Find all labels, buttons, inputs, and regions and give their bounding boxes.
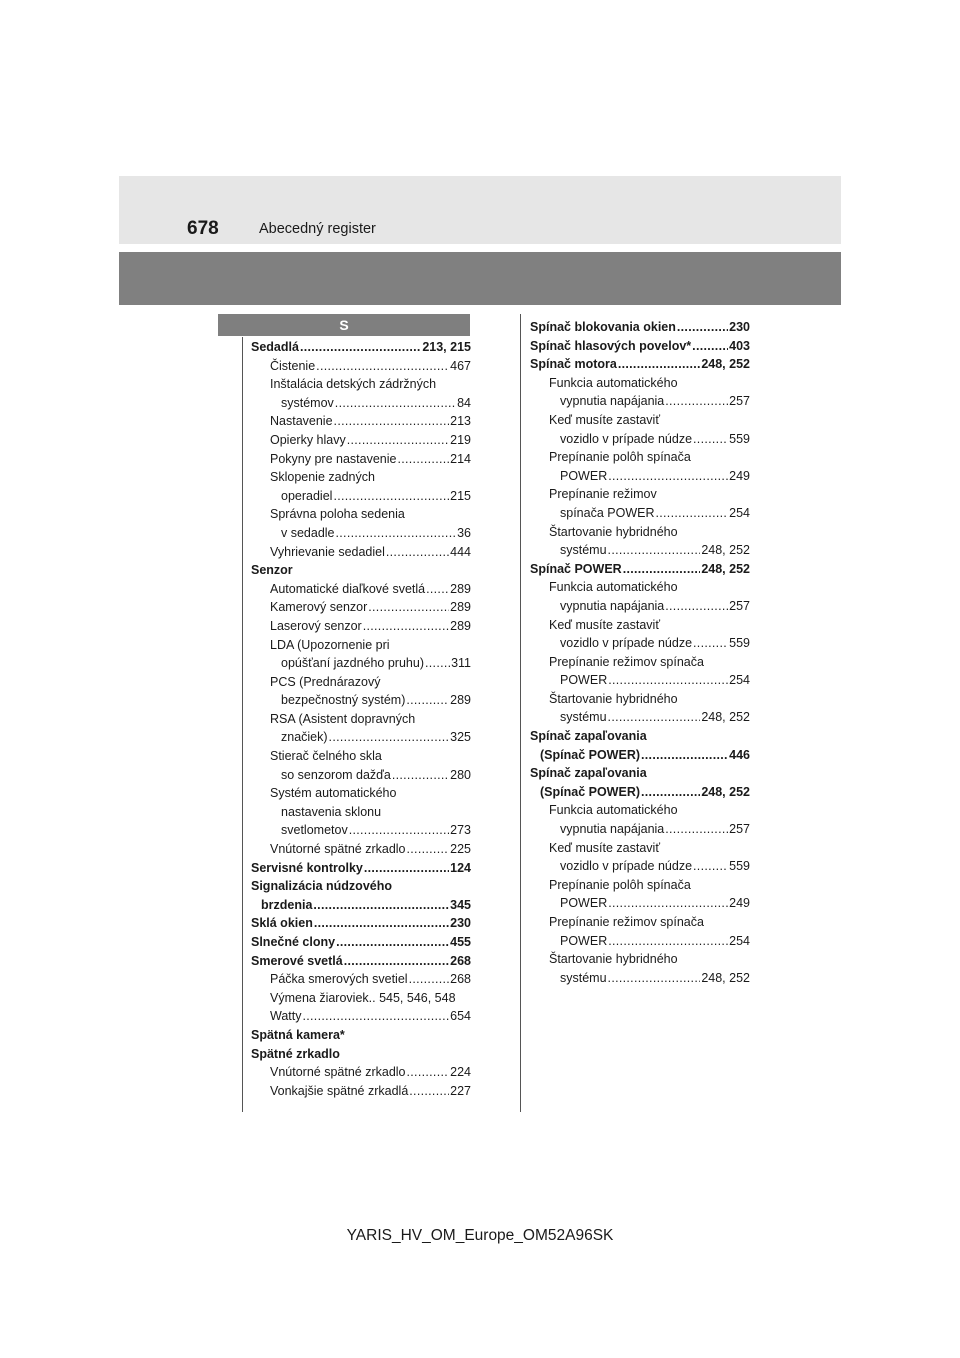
index-entry	[251, 1007, 471, 1026]
entry-term: Spínač blokovania okien	[530, 320, 676, 334]
dot-leader	[344, 952, 449, 971]
column-divider-right	[520, 314, 521, 1112]
dot-leader	[349, 821, 449, 840]
dot-leader	[425, 654, 450, 673]
index-entry	[530, 448, 750, 467]
entry-term: Systém automatického	[270, 786, 397, 801]
index-entry	[251, 673, 471, 692]
entry-term: vypnutia napájania	[560, 822, 665, 837]
index-entry	[530, 616, 750, 635]
dot-leader	[693, 430, 728, 449]
entry-page-ref: 213, 215	[422, 340, 471, 354]
dot-leader	[618, 355, 701, 374]
index-entry	[251, 914, 471, 933]
index-entry	[251, 617, 471, 636]
index-entry	[251, 766, 471, 785]
entry-term: vozidlo v prípade núdze	[560, 636, 693, 651]
index-entry	[251, 375, 471, 394]
index-entry	[530, 932, 750, 951]
entry-page-ref: 124	[450, 860, 471, 875]
entry-term: Prepínanie režimov	[549, 487, 657, 502]
entry-term: Čistenie	[270, 358, 316, 373]
index-entry	[530, 504, 750, 523]
entry-term: Inštalácia detských zádržných	[270, 377, 437, 392]
entry-term: Automatické diaľkové svetlá	[270, 581, 426, 596]
index-entry	[530, 355, 750, 374]
index-entry	[251, 412, 471, 431]
dot-leader	[665, 392, 728, 411]
entry-term: systémov	[281, 395, 334, 410]
index-entry	[251, 747, 471, 766]
entry-term: Vnútorné spätné zrkadlo	[270, 1065, 406, 1080]
dot-leader	[641, 783, 700, 802]
index-entry	[530, 764, 750, 783]
entry-page-ref: 289	[450, 600, 471, 615]
entry-term: Funkcia automatického	[549, 580, 678, 595]
entry-term: Signalizácia núdzového	[251, 879, 392, 894]
index-entry	[530, 876, 750, 895]
entry-term: Spínač zapaľovania	[530, 729, 647, 744]
section-title: Abecedný register	[259, 221, 376, 237]
index-entry	[530, 337, 750, 356]
entry-term: vypnutia napájania	[560, 394, 665, 409]
dot-leader	[623, 560, 701, 579]
index-entry	[530, 727, 750, 746]
dot-leader	[316, 357, 449, 376]
entry-page-ref: 213	[450, 414, 471, 429]
entry-term: Spínač zapaľovania	[530, 766, 647, 781]
entry-term: operadiel	[281, 488, 333, 503]
entry-term: LDA (Upozornenie pri	[270, 637, 390, 652]
index-entry	[530, 541, 750, 560]
dot-leader	[655, 504, 728, 523]
index-entry	[530, 746, 750, 765]
index-entry	[530, 653, 750, 672]
index-entry	[530, 467, 750, 486]
entry-term: Výmena žiaroviek.. 545, 546, 548	[270, 990, 456, 1005]
index-entry	[530, 839, 750, 858]
entry-term: Servisné kontrolky	[251, 860, 363, 875]
dot-leader	[608, 708, 701, 727]
index-entry	[530, 913, 750, 932]
dot-leader	[363, 617, 449, 636]
entry-term: opúšťaní jazdného pruhu)	[281, 656, 424, 671]
index-entry	[530, 690, 750, 709]
header-bar	[119, 252, 841, 305]
entry-page-ref: 227	[450, 1083, 471, 1098]
dot-leader	[665, 597, 728, 616]
dot-leader	[608, 671, 728, 690]
entry-term: so senzorom dažďa	[281, 767, 391, 782]
entry-term: Keď musíte zastaviť	[549, 840, 661, 855]
index-entry	[530, 894, 750, 913]
entry-term: spínača POWER	[560, 505, 655, 520]
entry-page-ref: 215	[450, 488, 471, 503]
entry-term: Smerové svetlá	[251, 953, 343, 968]
entry-term: Watty	[270, 1009, 302, 1024]
entry-page-ref: 249	[729, 468, 750, 483]
entry-page-ref: 257	[729, 822, 750, 837]
index-entry	[251, 357, 471, 376]
entry-term: Štartovanie hybridného	[549, 524, 678, 539]
dot-leader	[692, 337, 728, 356]
entry-term: Kamerový senzor	[270, 600, 368, 615]
index-entry	[251, 338, 471, 357]
entry-page-ref: 403	[729, 338, 750, 353]
dot-leader	[313, 896, 449, 915]
entry-term: Sklopenie zadných	[270, 470, 375, 485]
page-number: 678	[187, 218, 219, 239]
index-entry	[251, 1045, 471, 1064]
entry-term: systému	[560, 970, 607, 985]
index-entry	[251, 952, 471, 971]
entry-page-ref: 219	[450, 432, 471, 447]
dot-leader	[336, 524, 457, 543]
entry-page-ref: 311	[451, 656, 471, 671]
entry-term: Páčka smerových svetiel	[270, 972, 408, 987]
dot-leader	[608, 894, 728, 913]
entry-term: Senzor	[251, 563, 293, 578]
entry-term: Štartovanie hybridného	[549, 952, 678, 967]
entry-term: Sedadlá	[251, 340, 299, 354]
entry-page-ref: 654	[450, 1009, 471, 1024]
dot-leader	[300, 338, 421, 357]
dot-leader	[608, 467, 728, 486]
entry-term: bezpečnostný systém)	[281, 693, 406, 708]
entry-page-ref: 273	[450, 823, 471, 838]
index-entry	[530, 801, 750, 820]
entry-page-ref: 268	[450, 972, 471, 987]
entry-term: Prepínanie polôh spínača	[549, 450, 691, 465]
index-entry	[251, 394, 471, 413]
entry-page-ref: 345	[450, 897, 471, 912]
index-entry	[251, 1082, 471, 1101]
entry-page-ref: 224	[450, 1065, 471, 1080]
entry-page-ref: 254	[729, 673, 750, 688]
entry-term: (Spínač POWER)	[540, 784, 641, 799]
entry-term: POWER	[560, 468, 608, 483]
entry-page-ref: 455	[450, 935, 471, 949]
index-entry	[251, 468, 471, 487]
entry-term: Stierač čelného skla	[270, 749, 382, 764]
entry-term: Spínač POWER	[530, 561, 622, 576]
entry-term: v sedadle	[281, 525, 335, 540]
index-entry	[530, 392, 750, 411]
dot-leader	[364, 859, 449, 878]
entry-term: Prepínanie režimov spínača	[549, 654, 704, 669]
dot-leader	[397, 450, 449, 469]
entry-page-ref: 230	[450, 916, 471, 931]
index-entry	[251, 524, 471, 543]
index-entry	[251, 970, 471, 989]
entry-term: systému	[560, 710, 607, 725]
entry-term: vozidlo v prípade núdze	[560, 859, 693, 874]
entry-term: Funkcia automatického	[549, 803, 678, 818]
index-entry	[251, 840, 471, 859]
dot-leader	[329, 728, 450, 747]
dot-leader	[314, 914, 449, 933]
entry-term: POWER	[560, 896, 608, 911]
dot-leader	[335, 394, 456, 413]
index-entry	[530, 374, 750, 393]
dot-leader	[693, 634, 728, 653]
index-entry	[251, 803, 471, 822]
entry-page-ref: 214	[450, 451, 471, 466]
dot-leader	[665, 820, 728, 839]
letter-tab: S	[218, 314, 470, 336]
index-entry	[530, 485, 750, 504]
dot-leader	[392, 766, 449, 785]
entry-term: Vnútorné spätné zrkadlo	[270, 842, 406, 857]
entry-term: brzdenia	[261, 897, 313, 912]
index-entry	[530, 671, 750, 690]
dot-leader	[406, 691, 449, 710]
entry-term: svetlometov	[281, 823, 348, 838]
dot-leader	[336, 933, 449, 952]
entry-page-ref: 257	[729, 598, 750, 613]
entry-term: Laserový senzor	[270, 618, 362, 633]
entry-page-ref: 248, 252	[701, 543, 750, 558]
column-divider-left	[242, 337, 243, 1112]
header-band	[119, 176, 841, 244]
index-entry	[251, 636, 471, 655]
index-entry	[530, 578, 750, 597]
dot-leader	[409, 970, 450, 989]
entry-term: Slnečné clony	[251, 935, 336, 949]
index-entry	[251, 859, 471, 878]
index-entry	[530, 783, 750, 802]
entry-term: Nastavenie	[270, 414, 333, 429]
dot-leader	[608, 541, 701, 560]
entry-term: POWER	[560, 933, 608, 948]
index-column-left	[251, 338, 471, 1100]
entry-page-ref: 248, 252	[701, 970, 750, 985]
entry-term: Opierky hlavy	[270, 432, 346, 447]
entry-term: Keď musíte zastaviť	[549, 617, 661, 632]
dot-leader	[693, 857, 728, 876]
entry-term: RSA (Asistent dopravných	[270, 711, 416, 726]
index-entry	[251, 580, 471, 599]
index-entry	[251, 933, 471, 952]
entry-page-ref: 289	[450, 618, 471, 633]
entry-page-ref: 289	[450, 581, 471, 596]
entry-page-ref: 254	[729, 505, 750, 520]
index-entry	[251, 728, 471, 747]
entry-term: Spätná kamera*	[251, 1027, 345, 1042]
index-entry	[530, 411, 750, 430]
entry-page-ref: 325	[450, 730, 471, 745]
entry-page-ref: 444	[450, 544, 471, 559]
entry-term: Spätné zrkadlo	[251, 1046, 340, 1061]
index-entry	[251, 487, 471, 506]
entry-page-ref: 248, 252	[701, 784, 750, 799]
index-column-right	[530, 318, 750, 987]
entry-term: (Spínač POWER)	[540, 747, 641, 762]
entry-term: značiek)	[281, 730, 328, 745]
index-entry	[251, 821, 471, 840]
index-entry	[530, 950, 750, 969]
index-entry	[251, 691, 471, 710]
entry-page-ref: 248, 252	[701, 561, 750, 576]
index-entry	[530, 708, 750, 727]
dot-leader	[368, 598, 449, 617]
index-entry	[251, 877, 471, 896]
entry-term: PCS (Prednárazový	[270, 674, 381, 689]
dot-leader	[302, 1007, 449, 1026]
entry-term: Spínač motora	[530, 357, 617, 372]
index-entry	[530, 523, 750, 542]
index-entry	[251, 1026, 471, 1045]
entry-term: Prepínanie režimov spínača	[549, 915, 704, 929]
entry-page-ref: 230	[729, 320, 750, 334]
entry-page-ref: 559	[729, 431, 750, 446]
index-entry	[251, 505, 471, 524]
dot-leader	[426, 580, 449, 599]
dot-leader	[333, 487, 449, 506]
entry-term: Sklá okien	[251, 916, 313, 931]
entry-term: Funkcia automatického	[549, 375, 678, 390]
entry-term: Vonkajšie spätné zrkadlá	[270, 1083, 409, 1098]
dot-leader	[641, 746, 728, 765]
index-entry	[251, 784, 471, 803]
entry-page-ref: 248, 252	[701, 357, 750, 372]
index-entry	[530, 634, 750, 653]
index-entry	[530, 560, 750, 579]
entry-page-ref: 225	[450, 842, 471, 857]
entry-page-ref: 280	[450, 767, 471, 782]
dot-leader	[677, 318, 728, 337]
entry-term: Prepínanie polôh spínača	[549, 877, 691, 892]
index-entry	[251, 598, 471, 617]
index-entry	[251, 561, 471, 580]
dot-leader	[407, 840, 450, 859]
index-entry	[251, 431, 471, 450]
index-entry	[251, 543, 471, 562]
index-entry	[251, 710, 471, 729]
index-entry	[530, 857, 750, 876]
dot-leader	[407, 1063, 450, 1082]
entry-page-ref: 559	[729, 636, 750, 651]
index-entry	[251, 450, 471, 469]
entry-page-ref: 36	[457, 525, 471, 540]
dot-leader	[347, 431, 449, 450]
entry-page-ref: 84	[457, 395, 471, 410]
entry-term: Vyhrievanie sedadiel	[270, 544, 385, 559]
entry-page-ref: 446	[729, 747, 750, 762]
dot-leader	[386, 543, 449, 562]
index-entry	[530, 430, 750, 449]
entry-page-ref: 559	[729, 859, 750, 874]
entry-term: Spínač hlasových povelov*	[530, 338, 692, 353]
entry-page-ref: 289	[450, 693, 471, 708]
entry-term: POWER	[560, 673, 608, 688]
index-entry	[530, 597, 750, 616]
dot-leader	[409, 1082, 449, 1101]
entry-term: systému	[560, 543, 607, 558]
entry-term: vozidlo v prípade núdze	[560, 431, 693, 446]
index-entry	[251, 896, 471, 915]
dot-leader	[608, 932, 728, 951]
index-entry	[530, 318, 750, 337]
document-code: YARIS_HV_OM_Europe_OM52A96SK	[346, 1227, 614, 1244]
entry-page-ref: 249	[729, 896, 750, 911]
entry-term: Správna poloha sedenia	[270, 507, 405, 522]
dot-leader	[608, 969, 701, 988]
entry-page-ref: 257	[729, 394, 750, 409]
index-entry	[530, 969, 750, 988]
dot-leader	[334, 412, 450, 431]
entry-page-ref: 254	[729, 933, 750, 948]
entry-term: Keď musíte zastaviť	[549, 412, 661, 427]
entry-term: Štartovanie hybridného	[549, 691, 678, 706]
entry-term: nastavenia sklonu	[281, 804, 382, 819]
entry-page-ref: 467	[450, 358, 471, 373]
entry-page-ref: 268	[450, 953, 471, 968]
index-entry	[251, 654, 471, 673]
entry-page-ref: 248, 252	[701, 710, 750, 725]
index-entry	[530, 820, 750, 839]
entry-term: vypnutia napájania	[560, 598, 665, 613]
index-entry	[251, 1063, 471, 1082]
index-entry	[251, 989, 471, 1008]
entry-term: Pokyny pre nastavenie	[270, 451, 397, 466]
